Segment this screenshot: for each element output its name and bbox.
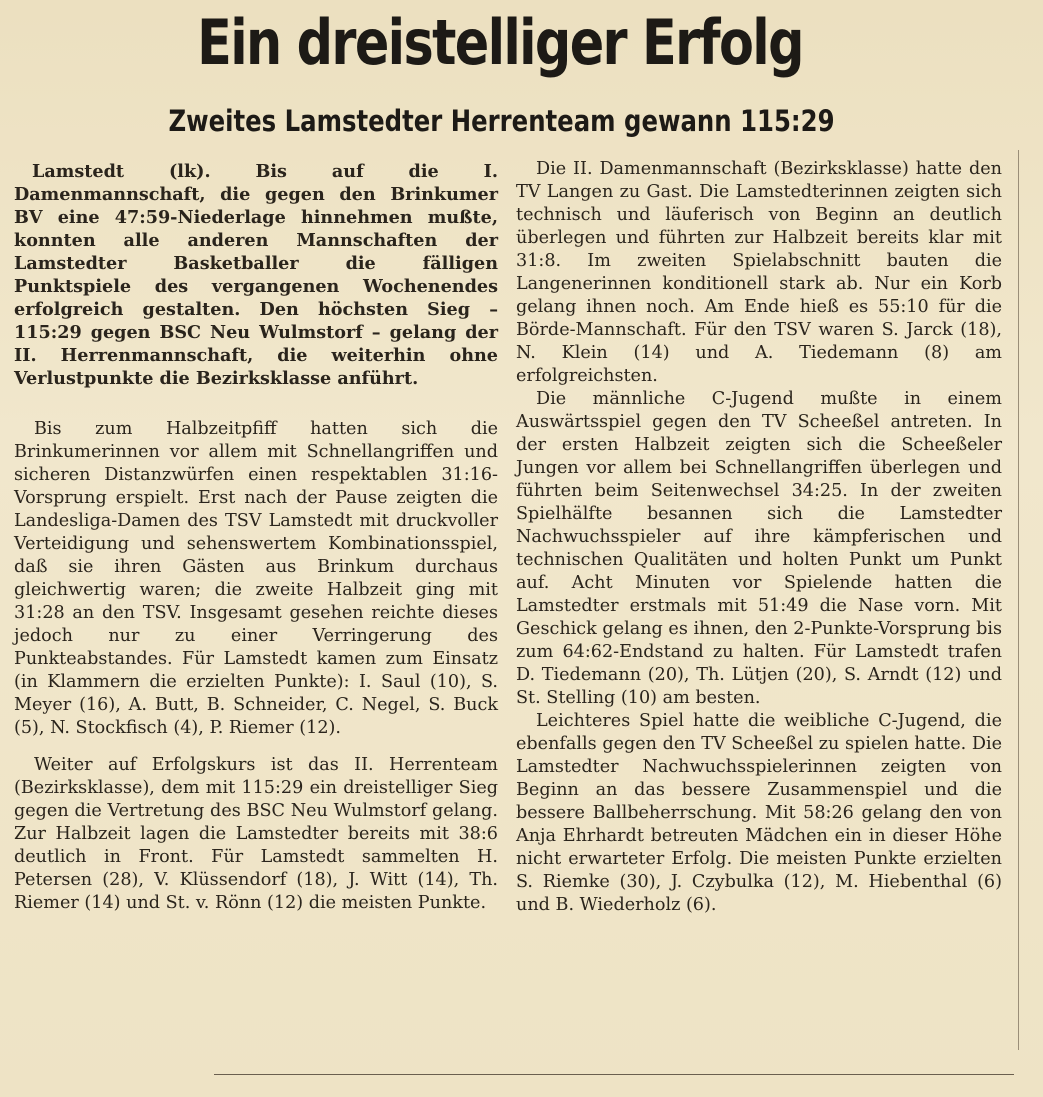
paragraph: Die männliche C-Jugend mußte in einem Auswärtsspiel gegen den TV Scheeßel antreten. In der ersten Halbzeit zeigten sich die Scheeßeler Jungen vor allem bei Schnellangriffen überlegen und führten beim Seitenwechsel 34:25. In der zweiten Spielhälfte besannen sich die Lamstedter Nachwuchsspieler auf ihre kämpferischen und technischen Qualitäten und holten Punkt um Punkt auf. Acht Minuten vor Spielende hatten die Lamstedter erstmals mit 51:49 die Nase vorn. Mit Geschick gelang es ihnen, den 2-Punkte-Vorsprung bis zum 64:62-Endstand zu halten. Für Lamstedt trafen D. Tiedemann (20), Th. Lütjen (20), S. Arndt (12) und St. Stelling (10) am besten. [516, 389, 1002, 708]
column-right [516, 158, 1002, 917]
column-edge-rule [1018, 150, 1019, 1050]
paragraph: Bis zum Halbzeitpfiff hatten sich die Brinkumerinnen vor allem mit Schnellangriffen und sicheren Distanzwürfen einen respektablen 31:16-Vorsprung erspielt. Erst nach der Pause zeigten die Landesliga-Damen des TSV Lamstedt mit druckvoller Verteidigung und sehenswertem Kombinationsspiel, daß sie ihren Gästen aus Brinkum durchaus gleichwertig waren; die zweite Halbzeit ging mit 31:28 an den TSV. Insgesamt gesehen reichte dieses jedoch nur zu einer Verringerung des Punkteabstandes. Für Lamstedt kamen zum Einsatz (in Klammern die erzielten Punkte): I. Saul (10), S. Meyer (16), A. Butt, B. Schneider, C. Negel, S. Buck (5), N. Stockfisch (4), P. Riemer (12). [14, 419, 498, 738]
headline: Ein dreistelliger Erfolg [197, 6, 803, 79]
paragraph: Leichteres Spiel hatte die weibliche C-Jugend, die ebenfalls gegen den TV Scheeßel zu spielen hatte. Die Lamstedter Nachwuchsspielerinnen zeigten von Beginn an das bessere Zusammenspiel und die bessere Ballbeherrschung. Mit 58:26 gelang den von Anja Ehrhardt betreuten Mädchen ein in dieser Höhe nicht erwarteter Erfolg. Die meisten Punkte erzielten S. Riemke (30), J. Czybulka (12), M. Hiebenthal (6) und B. Wiederholz (6). [516, 711, 1002, 915]
paragraph: Die II. Damenmannschaft (Bezirksklasse) hatte den TV Langen zu Gast. Die Lamstedterinnen zeigten sich technisch und läuferisch von Beginn an deutlich überlegen und führten zur Halbzeit bereits klar mit 31:8. Im zweiten Spielabschnitt bauten die Langenerinnen konditionell stark ab. Nur ein Korb gelang ihnen noch. Am Ende hieß es 55:10 für die Börde-Mannschaft. Für den TSV waren S. Jarck (18), N. Klein (14) und A. Tiedemann (8) am erfolgreichsten. [516, 159, 1002, 386]
subheadline: Zweites Lamstedter Herrenteam gewann 115:29 [168, 104, 835, 138]
paragraph: Weiter auf Erfolgskurs ist das II. Herrenteam (Bezirksklasse), dem mit 115:29 ein dreistelliger Sieg gegen die Vertretung des BSC Neu Wulmstorf gelang. Zur Halbzeit lagen die Lamstedter bereits mit 38:6 deutlich in Front. Für Lamstedt sammelten H. Petersen (28), V. Klüssendorf (18), J. Witt (14), Th. Riemer (14) und St. v. Rönn (12) die meisten Punkte. [14, 755, 498, 913]
column-left [14, 160, 498, 915]
bottom-rule [214, 1074, 1014, 1075]
lead-paragraph: Lamstedt (lk). Bis auf die I. Damenmannschaft, die gegen den Brinkumer BV eine 47:59-Niederlage hinnehmen mußte, konnten alle anderen Mannschaften der Lamstedter Basketballer die fälligen Punktspiele des vergangenen Wochenendes erfolgreich gestalten. Den höchsten Sieg – 115:29 gegen BSC Neu Wulmstorf – gelang der II. Herrenmannschaft, die weiterhin ohne Verlustpunkte die Bezirksklasse anführt. [14, 161, 498, 389]
